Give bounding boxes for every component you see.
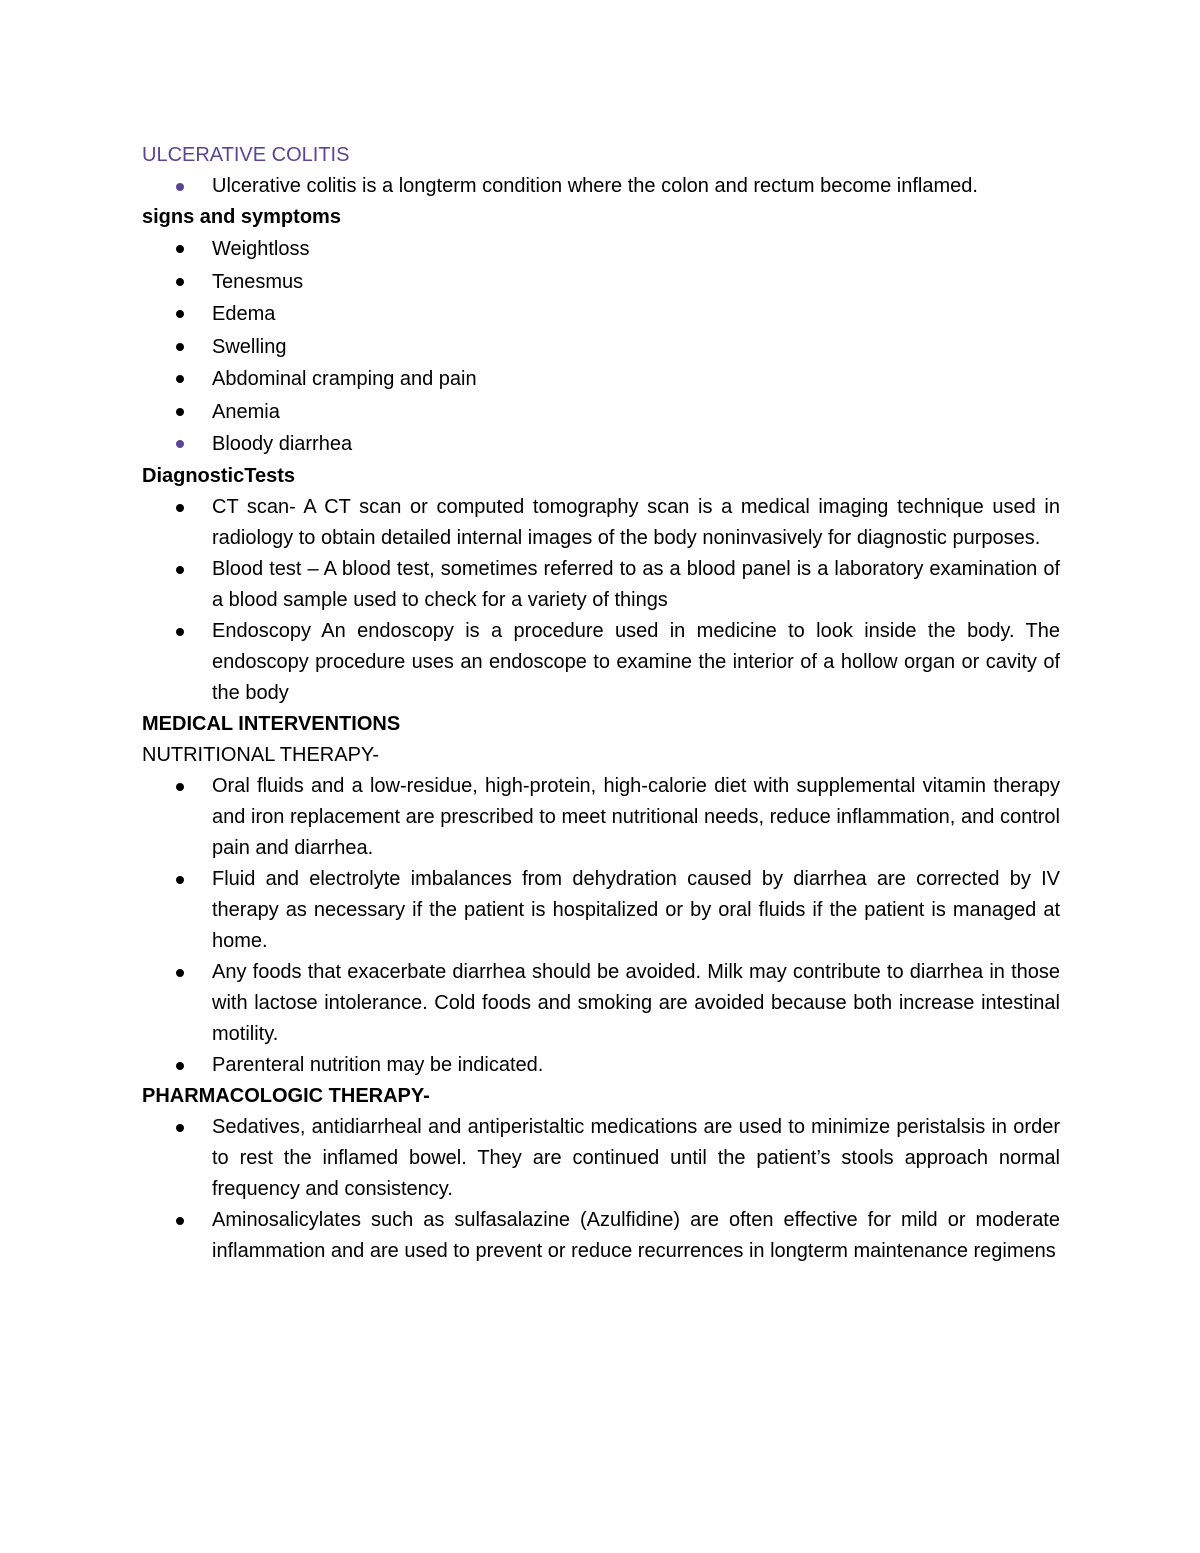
bullet-icon [176,343,184,351]
bullet-icon [176,375,184,383]
bullet-icon [176,408,184,416]
sign-item-text: Bloody diarrhea [212,433,353,455]
list-item [142,554,1060,616]
nutritional-item-text: Parenteral nutrition may be indicated. [212,1053,544,1076]
bullet-icon [176,876,184,884]
interventions-heading: MEDICAL INTERVENTIONS [142,712,401,735]
list-item [142,957,1060,1050]
list-item [142,363,1060,396]
document-title: ULCERATIVE COLITIS [142,144,350,166]
bullet-icon [176,183,184,191]
sign-item-text: Swelling [212,335,287,358]
list-item [142,616,1060,709]
document-page [142,140,1060,1267]
bullet-icon [176,278,184,286]
diagnostic-heading: DiagnosticTests [142,464,295,487]
list-item [142,771,1060,864]
diagnostic-item-text: Blood test – A blood test, sometimes referred to as a blood panel is a laboratory examination of a blood sample used to check for a variety of things [212,557,1060,611]
bullet-icon [176,440,184,448]
list-item [142,1050,1060,1081]
list-item [142,864,1060,957]
list-item [142,428,1060,461]
sign-item-text: Anemia [212,400,280,423]
bullet-icon [176,245,184,253]
list-item [142,298,1060,331]
nutritional-item-text: Oral fluids and a low-residue, high-protein, high-calorie diet with supplemental vitamin therapy and iron replacement are prescribed to meet nutritional needs, reduce inflammation, and control pain and diarrhea. [212,774,1060,859]
list-item [142,266,1060,299]
pharmacologic-item-text: Sedatives, antidiarrheal and antiperistaltic medications are used to minimize peristalsis in order to rest the inflamed bowel. They are continued until the patient’s stools approach normal frequency and consistency. [212,1115,1060,1200]
bullet-icon [176,628,184,636]
list-item [142,1112,1060,1205]
bullet-icon [176,1217,184,1225]
signs-list [142,233,1060,461]
list-item [142,1205,1060,1267]
list-item [142,396,1060,429]
bullet-icon [176,310,184,318]
bullet-icon [176,783,184,791]
nutritional-heading: NUTRITIONAL THERAPY- [142,743,380,766]
sign-item-text: Abdominal cramping and pain [212,368,477,390]
sign-item-text: Tenesmus [212,270,304,293]
signs-heading: signs and symptoms [142,206,341,228]
intro-text: Ulcerative colitis is a longterm condition where the colon and rectum become inflamed. [212,175,978,197]
pharmacologic-item-text: Aminosalicylates such as sulfasalazine (Azulfidine) are often effective for mild or moderate inflammation and are used to prevent or reduce recurrences in longterm maintenance regimens [212,1208,1060,1262]
list-item [142,331,1060,364]
intro-list [142,171,1060,202]
bullet-icon [176,1124,184,1132]
sign-item-text: Weightloss [212,238,310,260]
bullet-icon [176,504,184,512]
pharmacologic-heading: PHARMACOLOGIC THERAPY- [142,1084,430,1107]
bullet-icon [176,969,184,977]
diagnostic-item-text: CT scan- A CT scan or computed tomography scan is a medical imaging technique used in radiology to obtain detailed internal images of the body noninvasively for diagnostic purposes. [212,495,1060,549]
nutritional-item-text: Any foods that exacerbate diarrhea should be avoided. Milk may contribute to diarrhea in those with lactose intolerance. Cold foods and smoking are avoided because both increase intestinal motility. [212,960,1060,1045]
list-item [142,233,1060,266]
sign-item-text: Edema [212,303,276,325]
diagnostic-list [142,492,1060,709]
intro-item [142,171,1060,202]
nutritional-list [142,771,1060,1081]
pharmacologic-list [142,1112,1060,1267]
list-item [142,492,1060,554]
nutritional-item-text: Fluid and electrolyte imbalances from dehydration caused by diarrhea are corrected by IV therapy as necessary if the patient is hospitalized or by oral fluids if the patient is managed at home. [212,867,1060,952]
bullet-icon [176,1062,184,1070]
bullet-icon [176,566,184,574]
diagnostic-item-text: Endoscopy An endoscopy is a procedure used in medicine to look inside the body. The endoscopy procedure uses an endoscope to examine the interior of a hollow organ or cavity of the body [212,619,1060,704]
